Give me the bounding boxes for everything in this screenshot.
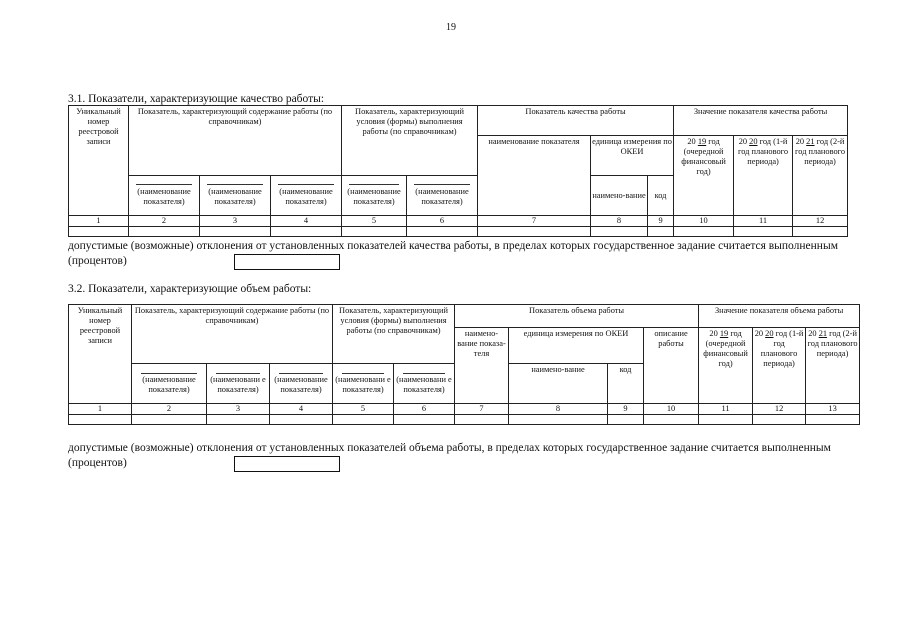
volume-deviation-input[interactable] <box>234 456 340 472</box>
header-value: Значение показателя объема работы <box>699 305 860 328</box>
cell[interactable] <box>674 227 734 237</box>
sub-indicator-3: (наименование показателя) <box>200 176 271 216</box>
volume-table <box>68 304 860 425</box>
sub-indicator-6: (наименование показателя) <box>407 176 478 216</box>
header-content: Показатель, характеризующий содержание работы (по справочникам) <box>132 305 333 364</box>
cell[interactable] <box>342 227 407 237</box>
cell[interactable] <box>753 415 806 425</box>
cell[interactable] <box>132 415 207 425</box>
cell[interactable] <box>271 227 342 237</box>
section1-title: 3.1. Показатели, характеризующие качество работы: <box>68 93 325 105</box>
col-number: 7 <box>455 404 509 415</box>
header-description: описание работы <box>644 328 699 404</box>
col-number: 4 <box>271 216 342 227</box>
cell[interactable] <box>129 227 200 237</box>
section2-title: 3.2. Показатели, характеризующие объем работы: <box>68 283 312 295</box>
cell[interactable] <box>200 227 271 237</box>
sub-indicator-5: (наименовани е показателя) <box>333 364 394 404</box>
cell[interactable] <box>394 415 455 425</box>
cell[interactable] <box>793 227 848 237</box>
data-row <box>69 415 860 425</box>
cell[interactable] <box>608 415 644 425</box>
col-number: 12 <box>753 404 806 415</box>
header-unit-name: наимено-вание <box>591 176 648 216</box>
header-registry: Уникальный номер реестровой записи <box>69 305 132 404</box>
cell[interactable] <box>207 415 270 425</box>
quality-deviation-input[interactable] <box>234 254 340 270</box>
cell[interactable] <box>407 227 478 237</box>
header-year2: 20 20 год (1-й год планового периода) <box>753 328 806 404</box>
header-indicator-name: наименование показателя <box>478 136 591 216</box>
col-number: 8 <box>591 216 648 227</box>
col-number: 12 <box>793 216 848 227</box>
cell[interactable] <box>270 415 333 425</box>
cell[interactable] <box>591 227 648 237</box>
header-year1: 20 19 год (очередной финансовый год) <box>699 328 753 404</box>
col-number: 3 <box>200 216 271 227</box>
header-unit: единица измерения по ОКЕИ <box>509 328 644 364</box>
header-indicator-name: наимено-вание показа-теля <box>455 328 509 404</box>
sub-indicator-6: (наименовани е показателя) <box>394 364 455 404</box>
header-volume: Показатель объема работы <box>455 305 699 328</box>
data-row <box>69 227 848 237</box>
cell[interactable] <box>333 415 394 425</box>
col-number: 9 <box>648 216 674 227</box>
column-numbers-row <box>69 404 860 415</box>
col-number: 6 <box>394 404 455 415</box>
col-number: 13 <box>806 404 860 415</box>
col-number: 3 <box>207 404 270 415</box>
quality-table <box>68 105 848 237</box>
cell[interactable] <box>509 415 608 425</box>
sub-indicator-2: (наименование показателя) <box>132 364 207 404</box>
volume-deviation-note: допустимые (возможные) отклонения от установленных показателей объема работы, в пределах которых государственное задание считается выполненным (процентов) <box>68 442 831 469</box>
cell[interactable] <box>806 415 860 425</box>
cell[interactable] <box>478 227 591 237</box>
header-year3: 20 21 год (2-й год планового периода) <box>793 136 848 216</box>
header-conditions: Показатель, характеризующий условия (формы) выполнения работы (по справочникам) <box>342 106 478 176</box>
cell[interactable] <box>69 415 132 425</box>
header-unit: единица измерения по ОКЕИ <box>591 136 674 176</box>
header-year3: 20 21 год (2-й год планового периода) <box>806 328 860 404</box>
cell[interactable] <box>455 415 509 425</box>
column-numbers-row <box>69 216 848 227</box>
cell[interactable] <box>648 227 674 237</box>
col-number: 10 <box>674 216 734 227</box>
sub-indicator-4: (наименование показателя) <box>270 364 333 404</box>
sub-indicator-3: (наименовани е показателя) <box>207 364 270 404</box>
sub-indicator-5: (наименование показателя) <box>342 176 407 216</box>
col-number: 1 <box>69 216 129 227</box>
col-number: 6 <box>407 216 478 227</box>
sub-indicator-2: (наименование показателя) <box>129 176 200 216</box>
header-value: Значение показателя качества работы <box>674 106 848 136</box>
col-number: 10 <box>644 404 699 415</box>
sub-indicator-4: (наименование показателя) <box>271 176 342 216</box>
col-number: 7 <box>478 216 591 227</box>
cell[interactable] <box>699 415 753 425</box>
col-number: 2 <box>132 404 207 415</box>
cell[interactable] <box>644 415 699 425</box>
header-code: код <box>648 176 674 216</box>
col-number: 5 <box>333 404 394 415</box>
col-number: 1 <box>69 404 132 415</box>
col-number: 9 <box>608 404 644 415</box>
header-code: код <box>608 364 644 404</box>
col-number: 2 <box>129 216 200 227</box>
page-number: 19 <box>446 22 456 33</box>
header-unit-name: наимено-вание <box>509 364 608 404</box>
header-year1: 20 19 год (очередной финансовый год) <box>674 136 734 216</box>
header-content: Показатель, характеризующий содержание работы (по справочникам) <box>129 106 342 176</box>
header-quality: Показатель качества работы <box>478 106 674 136</box>
header-conditions: Показатель, характеризующий условия (формы) выполнения работы (по справочникам) <box>333 305 455 364</box>
col-number: 5 <box>342 216 407 227</box>
header-registry: Уникальный номер реестровой записи <box>69 106 129 216</box>
col-number: 11 <box>699 404 753 415</box>
cell[interactable] <box>734 227 793 237</box>
col-number: 11 <box>734 216 793 227</box>
quality-deviation-note: допустимые (возможные) отклонения от установленных показателей качества работы, в пределах которых государственное задание считается выполненным (процентов) <box>68 240 838 267</box>
col-number: 8 <box>509 404 608 415</box>
header-year2: 20 20 год (1-й год планового периода) <box>734 136 793 216</box>
cell[interactable] <box>69 227 129 237</box>
col-number: 4 <box>270 404 333 415</box>
